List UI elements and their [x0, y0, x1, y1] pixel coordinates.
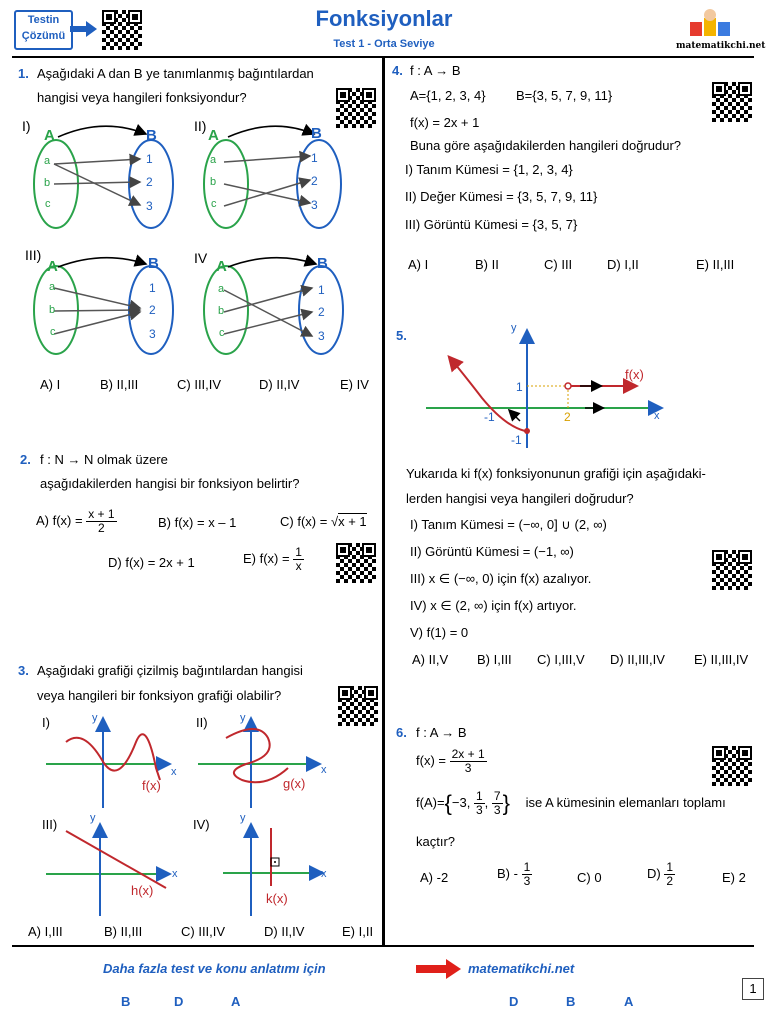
q1-elem: 1 [146, 152, 153, 166]
q1-option-e[interactable]: E) IV [340, 377, 369, 392]
answer-key-right-1: D [509, 994, 519, 1009]
answer-key-left-2: D [174, 994, 184, 1009]
q6-option-d[interactable] [647, 861, 675, 888]
q3-axis-y: y [92, 712, 98, 724]
q1-elem: 1 [149, 281, 156, 295]
q5-fname: f(x) [625, 367, 644, 382]
q6-fa-elem: −3, [451, 794, 471, 810]
q1-diagrams [18, 112, 380, 382]
q5-tick-x2: 2 [564, 410, 571, 424]
q5-option-c[interactable]: C) I,III,V [537, 652, 585, 667]
q5-option-a[interactable]: A) II,V [412, 652, 449, 667]
q2-option-e[interactable] [243, 546, 304, 573]
answer-key-right-2: B [566, 994, 576, 1009]
q3-text-line1: Aşağıdaki grafiği çizilmiş bağıntılardan hangisi [37, 663, 303, 678]
q3-axis-y: y [90, 812, 96, 824]
fraction [450, 748, 487, 775]
q1-set-a: A [44, 127, 55, 144]
qr-code-icon[interactable] [336, 543, 376, 583]
brand-name: matematikchi.net [676, 41, 766, 51]
q3-graph-3 [46, 826, 168, 916]
footer-promo: Daha fazla test ve konu anlatımı için [103, 961, 326, 976]
q1-elem: c [219, 327, 225, 339]
q6-number: 6. [396, 725, 407, 740]
denominator: x [295, 559, 302, 573]
q4-option-d[interactable]: D) I,II [607, 257, 639, 272]
denominator: 3 [493, 803, 501, 817]
q5-statement-4: IV) x ∈ (2, ∞) için f(x) artıyor. [410, 598, 577, 613]
q4-statement-2: II) Değer Kümesi = {3, 5, 7, 9, 11} [405, 189, 598, 204]
q4-option-e[interactable]: E) II,III [696, 257, 735, 272]
denominator: 3 [475, 803, 483, 817]
q3-fname-h: h(x) [131, 883, 154, 898]
page-number: 1 [749, 981, 757, 996]
answer-key-left-1: B [121, 994, 131, 1009]
q5-tick-ym1: -1 [511, 433, 522, 447]
page-number-box [742, 978, 764, 1000]
q1-elem: c [211, 198, 217, 210]
q1-elem: c [45, 198, 51, 210]
q4-statement-1: I) Tanım Kümesi = {1, 2, 3, 4} [405, 162, 573, 177]
q1-option-b[interactable]: B) II,III [100, 377, 139, 392]
q3-label-4: IV) [193, 817, 210, 832]
q6-fa: f(A)={−3, $\frac{1}{3}$ , $\frac{7}{3}$ } ise A kümesinin elemanları toplamı [416, 789, 726, 817]
q4-set-a: A={1, 2, 3, 4} [410, 88, 486, 103]
q3-axis-x: x [172, 868, 178, 880]
q2-option-e-label: E) f(x) = [243, 550, 290, 566]
q3-fname-g: g(x) [283, 776, 306, 791]
q6-fx-label: f(x) = [416, 752, 446, 768]
denominator: 3 [464, 761, 472, 775]
fraction [492, 790, 503, 817]
q3-option-d[interactable]: D) II,IV [264, 924, 305, 939]
q1-option-d[interactable]: D) II,IV [259, 377, 300, 392]
q6-fx [416, 748, 487, 775]
q5-number: 5. [396, 328, 407, 343]
q3-axis-y: y [240, 812, 246, 824]
sqrt-icon: √ [330, 514, 339, 529]
q6-fa-label: f(A)= [416, 794, 445, 810]
qr-code-icon[interactable] [712, 82, 752, 122]
q3-option-c[interactable]: C) III,IV [181, 924, 226, 939]
qr-code-icon[interactable] [712, 746, 752, 786]
q5-option-e[interactable]: E) II,III,IV [694, 652, 749, 667]
q4-option-a[interactable]: A) I [408, 257, 429, 272]
numerator: 1 [666, 860, 674, 874]
q2-text-line2: aşağıdakilerden hangisi bir fonksiyon belirtir? [40, 476, 300, 491]
q1-elem: c [50, 326, 56, 338]
q5-statement-2: II) Görüntü Kümesi = (−1, ∞) [410, 544, 574, 559]
fraction [293, 546, 304, 573]
q1-label-2: II) [194, 118, 207, 134]
q5-axis-x: x [654, 410, 660, 422]
numerator: 1 [295, 545, 302, 559]
q1-elem: b [44, 177, 51, 189]
q2-option-c-label: C) f(x) = [280, 514, 328, 529]
footer-rule [12, 945, 754, 947]
q1-label-4: IV [194, 250, 208, 266]
q4-question: Buna göre aşağıdakilerden hangileri doğrudur? [410, 138, 682, 153]
q4-fx: f(x) = 2x + 1 [410, 115, 480, 130]
q1-elem: 3 [318, 329, 325, 343]
q1-set-b: B [148, 255, 159, 272]
fraction [664, 861, 675, 888]
q3-fname-k: k(x) [266, 891, 288, 906]
q3-axis-x: x [171, 766, 177, 778]
q1-elem: b [210, 176, 217, 188]
q1-label-1: I) [22, 118, 31, 134]
q1-elem: 3 [311, 198, 318, 212]
numerator: 2x + 1 [451, 747, 485, 761]
denominator: 3 [523, 874, 531, 888]
solution-button-line2: Çözümü [21, 30, 66, 42]
arrow-right-icon [416, 958, 462, 980]
q6-option-c[interactable]: C) 0 [577, 870, 602, 885]
brand-logo-icon [686, 8, 736, 42]
q3-axis-x: x [321, 868, 327, 880]
q5-option-d[interactable]: D) II,III,IV [610, 652, 665, 667]
q6-option-d-label: D) [647, 865, 661, 881]
numerator: 7 [493, 789, 501, 803]
q1-elem: 2 [146, 175, 153, 189]
q6-option-b[interactable] [497, 861, 532, 888]
q3-axis-x: x [321, 764, 327, 776]
numerator: 1 [523, 860, 531, 874]
q2-option-c[interactable] [280, 514, 367, 529]
q1-elem: 2 [149, 303, 156, 317]
q4-number: 4. [392, 63, 403, 78]
q2-text-line1: f : N → N olmak üzere [40, 452, 168, 467]
q3-axis-y: y [240, 712, 246, 724]
q2-option-a[interactable] [36, 508, 117, 535]
q4-line1: f : A → B [410, 63, 461, 78]
q1-elem: b [49, 304, 56, 316]
q1-elem: b [218, 305, 225, 317]
answer-key-left-3: A [231, 994, 241, 1009]
q1-elem: a [210, 154, 217, 166]
denominator: 2 [98, 521, 105, 535]
q5-tick-y1: 1 [516, 380, 523, 394]
q3-label-2: II) [196, 715, 208, 730]
fraction [474, 790, 485, 817]
q1-elem: a [218, 283, 225, 295]
radicand: x + 1 [338, 514, 367, 529]
q1-set-a: A [216, 258, 227, 275]
answer-key-right-3: A [624, 994, 634, 1009]
q3-label-1: I) [42, 715, 50, 730]
q1-set-b: B [146, 127, 157, 144]
fraction [86, 508, 116, 535]
q3-text-line2: veya hangileri bir fonksiyon grafiği olabilir? [37, 688, 282, 703]
q3-number: 3. [18, 663, 29, 678]
q1-elem: 1 [311, 151, 318, 165]
q3-graph-1 [46, 720, 168, 808]
q5-axis-y: y [511, 322, 517, 334]
q4-set-b: B={3, 5, 7, 9, 11} [516, 88, 613, 103]
q3-option-b[interactable]: B) II,III [104, 924, 143, 939]
q3-graphs [18, 708, 380, 918]
q6-option-e[interactable]: E) 2 [722, 870, 746, 885]
q1-elem: 2 [318, 305, 325, 319]
q5-tick-xm1: -1 [484, 410, 495, 424]
q3-option-e[interactable]: E) I,II [342, 924, 374, 939]
q3-graph-2 [198, 720, 318, 808]
q1-elem: a [44, 155, 51, 167]
q3-option-a[interactable]: A) I,III [28, 924, 63, 939]
qr-code-icon[interactable] [712, 550, 752, 590]
q1-elem: 2 [311, 174, 318, 188]
q5-text-line2: lerden hangisi veya hangileri doğrudur? [406, 491, 634, 506]
q1-elem: 3 [146, 199, 153, 213]
q1-option-a[interactable]: A) I [40, 377, 61, 392]
q5-text-line1: Yukarıda ki f(x) fonksiyonunun grafiği için aşağıdaki- [406, 466, 706, 481]
q5-statement-3: III) x ∈ (−∞, 0) için f(x) azalıyor. [410, 571, 592, 586]
page-subtitle: Test 1 - Orta Seviye [333, 38, 435, 50]
q1-label-3: III) [25, 247, 42, 263]
q5-graph [420, 318, 670, 458]
q2-option-d[interactable]: D) f(x) = 2x + 1 [108, 555, 195, 570]
q1-set-a: A [47, 258, 58, 275]
q1-set-b: B [311, 125, 322, 142]
q2-number: 2. [20, 452, 31, 467]
q2-option-b[interactable]: B) f(x) = x – 1 [158, 515, 237, 530]
numerator: 1 [475, 789, 483, 803]
q5-statement-5: V) f(1) = 0 [410, 625, 469, 640]
q1-elem: 3 [149, 327, 156, 341]
q2-option-a-label: A) f(x) = [36, 512, 83, 528]
q4-statement-3: III) Görüntü Kümesi = {3, 5, 7} [405, 217, 578, 232]
column-divider [382, 58, 385, 946]
q6-option-b-label: B) - [497, 865, 518, 881]
footer-site-link[interactable]: matematikchi.net [468, 961, 575, 976]
q1-set-b: B [317, 255, 328, 272]
q6-text-line2: kaçtır? [416, 834, 456, 849]
q5-option-b[interactable]: B) I,III [477, 652, 512, 667]
q6-option-a[interactable]: A) -2 [420, 870, 449, 885]
q1-text-line1: Aşağıdaki A dan B ye tanımlanmış bağıntılardan [37, 66, 314, 81]
brace-icon: { [444, 790, 452, 816]
q4-option-b[interactable]: B) II [475, 257, 499, 272]
q3-fname-f: f(x) [142, 778, 161, 793]
q3-label-3: III) [42, 817, 58, 832]
brace-icon: } [502, 790, 510, 816]
q1-number: 1. [18, 66, 29, 81]
fraction [522, 861, 533, 888]
denominator: 2 [666, 874, 674, 888]
q4-option-c[interactable]: C) III [544, 257, 573, 272]
q1-set-a: A [208, 127, 219, 144]
q1-elem: 1 [318, 283, 325, 297]
q6-fa-post: ise A kümesinin elemanları toplamı [525, 794, 726, 810]
q1-text-line2: hangisi veya hangileri fonksiyondur? [37, 90, 247, 105]
page-title: Fonksiyonlar [315, 6, 453, 31]
q1-elem: a [49, 281, 56, 293]
q1-option-c[interactable]: C) III,IV [177, 377, 222, 392]
numerator: x + 1 [88, 507, 115, 521]
q6-line1: f : A → B [416, 725, 467, 740]
q5-statement-1: I) Tanım Kümesi = (−∞, 0] ∪ (2, ∞) [410, 517, 607, 532]
solution-button-line1: Testin [27, 14, 60, 26]
